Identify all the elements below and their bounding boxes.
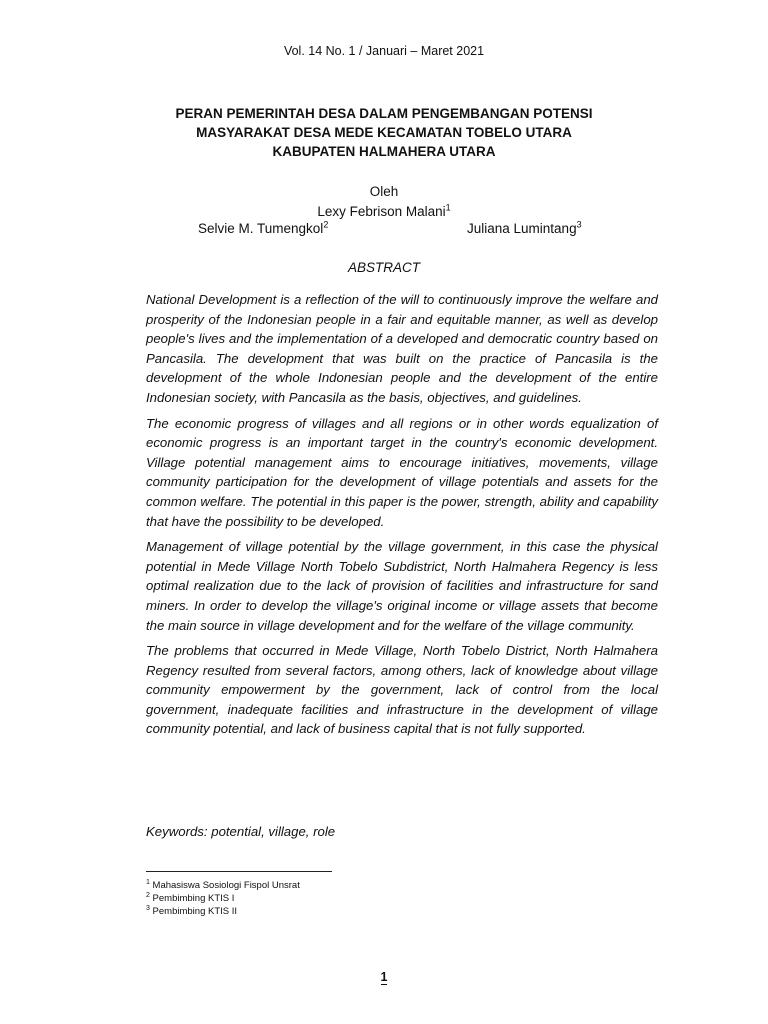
author-1-name: Lexy Febrison Malani [317,203,446,219]
co-authors-row [0,221,768,241]
footnote-2-text: Pembimbing KTIS I [152,893,235,904]
footnote-3 [146,905,546,918]
footnotes [146,879,546,918]
author-3-mark: 3 [576,219,582,230]
footnote-2 [146,892,546,905]
author-3 [467,221,582,236]
byline-oleh: Oleh [369,184,399,199]
abstract-paragraph-4: The problems that occurred in Mede Village, North Tobelo District, North Halmahera Regency resulted from several factors, among others, lack of knowledge about village community empowerment by the government, lack of control from the local government, inadequate facilities and infrastructure in the development of village community potential, and lack of business capital that is not fully supported. [146,643,658,737]
author-2-name: Selvie M. Tumengkol [198,221,324,236]
keywords: Keywords: potential, village, role [146,824,336,839]
footnote-3-mark: 3 [146,904,150,912]
footnote-1-text: Mahasiswa Sosiologi Fispol Unsrat [152,880,300,891]
author-1-mark: 1 [445,202,451,212]
page-number [0,970,768,984]
abstract-paragraph-1: National Development is a reflection of the will to continuously improve the welfare and prosperity of the Indonesian people in a fair and equitable manner, as well as develop people's lives and the implementation of a developed and democratic country based on Pancasila. The development that was built on the practice of Pancasila is the development of the whole Indonesian people and the development of the entire Indonesian society, with Pancasila as the basis, objectives, and guidelines. [146,292,658,405]
footnote-divider [146,871,332,872]
page-number-value: 1 [380,970,388,984]
author-2-mark: 2 [323,219,329,230]
footnote-3-text: Pembimbing KTIS II [152,906,238,917]
abstract-body [146,290,658,745]
abstract-paragraph-3: Management of village potential by the village government, in this case the physical potential in Mede Village North Tobelo Subdistrict, North Halmahera Regency is less optimal realization due to the lack of provision of facilities and infrastructure for sand miners. In order to develop the village's original income or village assets that become the main source in village development and for the welfare of the village community. [146,539,658,633]
title-line-2: MASYARAKAT DESA MEDE KECAMATAN TOBELO UTARA [196,125,572,140]
footnote-2-mark: 2 [146,891,150,899]
footnote-1 [146,879,546,892]
author-3-name: Juliana Lumintang [467,221,577,236]
title-line-3: KABUPATEN HALMAHERA UTARA [272,144,496,159]
abstract-heading: ABSTRACT [347,260,420,275]
byline [0,182,768,221]
author-1 [0,202,768,222]
journal-volume-header: Vol. 14 No. 1 / Januari – Maret 2021 [283,44,485,58]
abstract-paragraph-2: The economic progress of villages and all regions or in other words equalization of economic progress is an important target in the country's economic development. Village potential management aims to encourage initiatives, movements, village community participation for the development of village potentials and assets for the common welfare. The potential in this paper is the power, strength, ability and capability that have the possibility to be developed. [146,415,658,529]
title-line-1: PERAN PEMERINTAH DESA DALAM PENGEMBANGAN POTENSI [175,106,593,121]
footnote-1-mark: 1 [146,878,150,886]
author-2 [198,221,328,236]
paper-title [0,104,768,161]
